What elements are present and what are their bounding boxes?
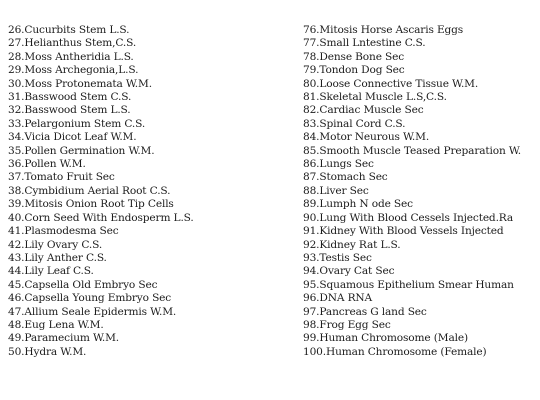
item-label: Lung With Blood Cessels Injected.Ra (319, 211, 514, 224)
list-item (8, 64, 194, 77)
item-label: Cucurbits Stem L.S. (24, 24, 130, 36)
list-item (8, 145, 194, 158)
item-number: 94. (303, 265, 320, 278)
item-label: Skeletal Muscle L.S,C.S. (319, 91, 447, 104)
list-item (303, 131, 540, 144)
item-number: 92. (303, 238, 320, 251)
item-label: Mitosis Onion Root Tip Cells (24, 198, 174, 211)
list-item (303, 279, 540, 292)
list-item (8, 198, 194, 211)
slide-list-right (303, 24, 540, 359)
item-label: Mitosis Horse Ascaris Eggs (319, 24, 464, 36)
list-item (303, 118, 540, 131)
list-item (303, 64, 540, 77)
list-item (303, 332, 540, 345)
item-number: 39. (8, 198, 25, 211)
list-item (303, 265, 540, 278)
item-label: Paramecium W.M. (24, 332, 119, 345)
list-item (303, 292, 540, 305)
item-label: Smooth Muscle Teased Preparation W. (319, 144, 521, 157)
item-number: 36. (8, 158, 25, 171)
list-item (303, 158, 540, 171)
list-item (8, 91, 194, 104)
item-label: Basswood Stem L.S. (24, 104, 131, 117)
item-number: 26. (8, 24, 25, 36)
list-item (8, 332, 194, 345)
list-item (303, 145, 540, 158)
slide-list-left (8, 24, 194, 359)
item-number: 42. (8, 238, 25, 251)
item-number: 90. (303, 211, 320, 224)
item-label: Vicia Dicot Leaf W.M. (24, 131, 137, 144)
item-number: 82. (303, 104, 320, 117)
list-item (8, 185, 194, 198)
item-number: 99. (303, 332, 320, 345)
item-number: 34. (8, 131, 25, 144)
list-item (8, 212, 194, 225)
item-label: Kidney Rat L.S. (319, 238, 401, 251)
item-number: 89. (303, 198, 320, 211)
item-label: Pollen W.M. (24, 158, 86, 171)
item-label: Small Lntestine C.S. (319, 37, 426, 50)
item-label: Pancreas G land Sec (319, 305, 427, 318)
item-number: 86. (303, 158, 320, 171)
item-label: Human Chromosome (Male) (319, 332, 468, 345)
item-number: 77. (303, 37, 320, 50)
item-label: Lily Ovary C.S. (24, 238, 103, 251)
list-item (8, 279, 194, 292)
item-label: Cymbidium Aerial Root C.S. (24, 184, 171, 197)
item-number: 32. (8, 104, 25, 117)
item-label: Basswood Stem C.S. (24, 91, 132, 104)
list-item (303, 51, 540, 64)
item-label: Capsella Young Embryo Sec (24, 292, 172, 305)
item-number: 78. (303, 50, 320, 63)
item-label: Moss Protonemata W.M. (24, 77, 152, 90)
item-label: Cardiac Muscle Sec (319, 104, 424, 117)
item-number: 96. (303, 292, 320, 305)
item-number: 28. (8, 50, 25, 63)
item-number: 100. (303, 345, 326, 358)
item-label: Lily Leaf C.S. (24, 265, 94, 278)
item-number: 93. (303, 251, 320, 264)
item-number: 29. (8, 64, 25, 77)
item-number: 31. (8, 91, 25, 104)
item-label: DNA RNA (319, 292, 373, 305)
item-label: Ovary Cat Sec (319, 265, 395, 278)
list-item (8, 131, 194, 144)
item-label: Spinal Cord C.S. (319, 117, 406, 130)
item-label: Tondon Dog Sec (319, 64, 405, 77)
item-number: 41. (8, 225, 25, 238)
item-label: Stomach Sec (319, 171, 388, 184)
item-number: 85. (303, 144, 320, 157)
item-label: Lily Anther C.S. (24, 251, 107, 264)
list-item (303, 24, 540, 37)
item-label: Dense Bone Sec (319, 50, 405, 63)
list-item (303, 37, 540, 50)
item-label: Capsella Old Embryo Sec (24, 278, 158, 291)
item-number: 46. (8, 292, 25, 305)
list-item (8, 239, 194, 252)
list-item (8, 265, 194, 278)
item-label: Pollen Germination W.M. (24, 144, 155, 157)
item-number: 98. (303, 318, 320, 331)
item-number: 50. (8, 345, 25, 358)
list-item (8, 51, 194, 64)
list-item (8, 118, 194, 131)
item-number: 45. (8, 278, 25, 291)
item-label: Liver Sec (319, 184, 369, 197)
item-label: Moss Antheridia L.S. (24, 50, 134, 63)
item-label: Pelargonium Stem C.S. (24, 117, 146, 130)
item-number: 38. (8, 184, 25, 197)
item-label: Motor Neurous W.M. (319, 131, 430, 144)
list-item (303, 104, 540, 117)
item-number: 97. (303, 305, 320, 318)
item-label: Helianthus Stem,C.S. (24, 37, 137, 50)
list-item (303, 239, 540, 252)
list-item (303, 78, 540, 91)
list-item (8, 292, 194, 305)
list-item (8, 319, 194, 332)
list-item (8, 24, 194, 37)
list-item (303, 91, 540, 104)
item-number: 35. (8, 144, 25, 157)
item-number: 95. (303, 278, 320, 291)
item-label: Squamous Epithelium Smear Human (319, 278, 514, 291)
list-item (303, 306, 540, 319)
item-number: 30. (8, 77, 25, 90)
item-number: 33. (8, 117, 25, 130)
item-label: Frog Egg Sec (319, 318, 391, 331)
list-item (303, 225, 540, 238)
item-label: Allium Seale Epidermis W.M. (24, 305, 177, 318)
item-number: 88. (303, 184, 320, 197)
list-item (303, 212, 540, 225)
item-label: Moss Archegonia,L.S. (24, 64, 139, 77)
list-item (303, 198, 540, 211)
list-item (303, 185, 540, 198)
item-label: Lumph N ode Sec (319, 198, 413, 211)
item-number: 87. (303, 171, 320, 184)
item-label: Testis Sec (319, 251, 372, 264)
list-item (303, 319, 540, 332)
list-item (8, 78, 194, 91)
item-number: 49. (8, 332, 25, 345)
item-number: 43. (8, 251, 25, 264)
item-label: Kidney With Blood Vessels Injected (319, 225, 504, 238)
list-item (8, 252, 194, 265)
item-label: Tomato Fruit Sec (24, 171, 115, 184)
item-number: 83. (303, 117, 320, 130)
item-label: Loose Connective Tissue W.M. (319, 77, 479, 90)
list-item (303, 252, 540, 265)
item-label: Hydra W.M. (24, 345, 87, 358)
item-label: Corn Seed With Endosperm L.S. (24, 211, 194, 224)
item-number: 91. (303, 225, 320, 238)
item-number: 47. (8, 305, 25, 318)
item-label: Eug Lena W.M. (24, 318, 104, 331)
list-item (303, 171, 540, 184)
item-number: 40. (8, 211, 25, 224)
list-item (8, 37, 194, 50)
item-number: 44. (8, 265, 25, 278)
list-item (8, 225, 194, 238)
item-label: Plasmodesma Sec (24, 225, 119, 238)
item-number: 48. (8, 318, 25, 331)
item-number: 81. (303, 91, 320, 104)
list-item (8, 171, 194, 184)
item-number: 79. (303, 64, 320, 77)
list-item (8, 158, 194, 171)
item-number: 27. (8, 37, 25, 50)
list-item (8, 104, 194, 117)
item-number: 84. (303, 131, 320, 144)
item-number: 76. (303, 24, 320, 36)
item-number: 37. (8, 171, 25, 184)
list-item (8, 306, 194, 319)
list-item (8, 346, 194, 359)
item-number: 80. (303, 77, 320, 90)
list-item (303, 346, 540, 359)
item-label: Lungs Sec (319, 158, 374, 171)
item-label: Human Chromosome (Female) (326, 345, 487, 358)
